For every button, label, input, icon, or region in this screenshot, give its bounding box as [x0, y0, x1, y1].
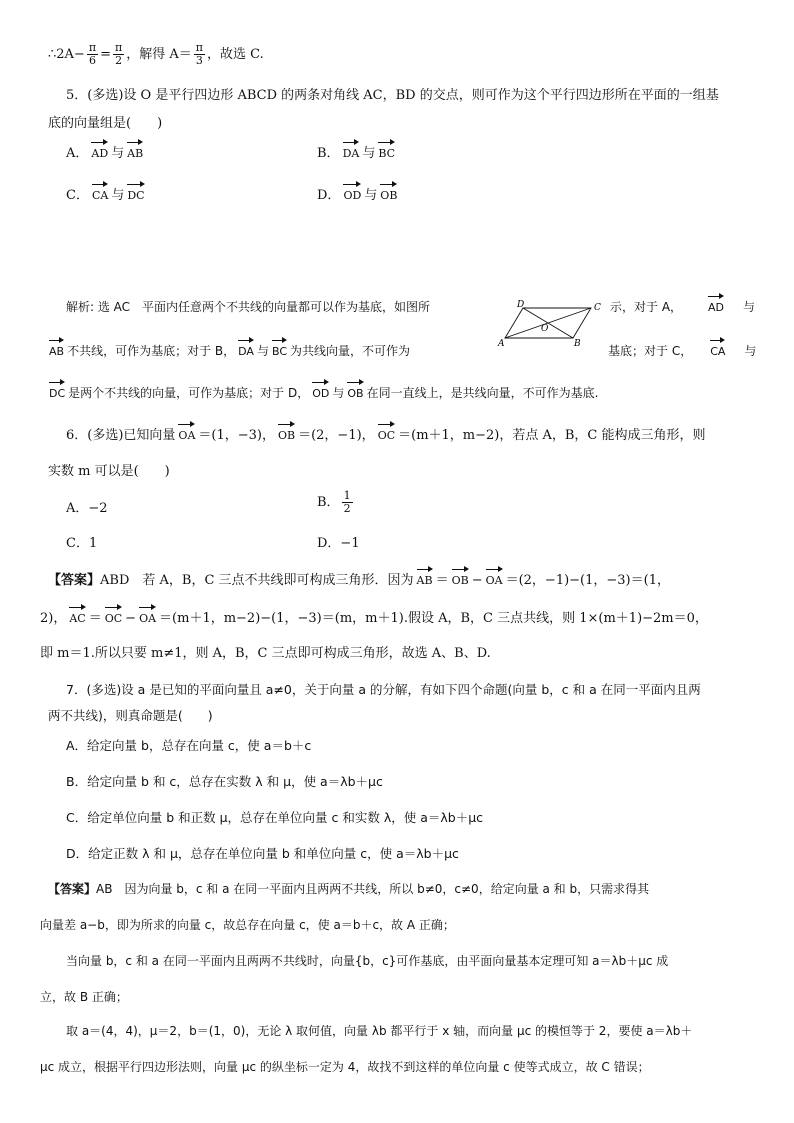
vector: AB: [49, 336, 64, 358]
q5-solution-line1-right: 示，对于 A， AD 与: [610, 292, 755, 315]
q5-stem-line2: 底的向量组是( ): [48, 116, 163, 131]
q5-solution-line2-right: 基底；对于 C， CA 与: [608, 336, 756, 359]
label-d: D: [517, 300, 525, 310]
fraction: $\frac{\pi}{2}$: [114, 41, 123, 67]
vector: OB: [452, 565, 469, 587]
parallelogram-figure: [495, 298, 605, 348]
vector: BC: [378, 138, 395, 160]
q7-answer-line6: μc 成立，根据平行四边形法则，向量 μc 的纵坐标一定为 4，故找不到这样的单位向量 c 使等式成立，故 C 错误；: [40, 1060, 650, 1074]
q6-answer-line1: 【答案】ABD 若 A，B，C 三点不共线即可构成三角形．因为 AB ＝ OB − OA ＝(2，−1)−(1，−3)＝(1，: [48, 565, 670, 588]
q7-answer-line3: 当向量 b，c 和 a 在同一平面内且两两不共线时，向量{b，c}可作基底，由平面向量基本定理可知 a＝λb＋μc 成: [66, 954, 669, 968]
q6-option-c: C．1: [66, 536, 98, 551]
q6-option-d: D．−1: [317, 536, 360, 551]
text: ∴2A−: [48, 47, 85, 62]
q6-answer-line2: 2)， AC ＝ OC − OA ＝(m＋1，m−2)−(1，−3)＝(m，m＋1).假设 A，B，C 三点共线，则 1×(m＋1)−2m＝0，: [40, 603, 708, 626]
vector: AB: [417, 565, 433, 587]
vector: AC: [69, 603, 85, 625]
q7-answer-line5: 取 a＝(4，4)，μ＝2，b＝(1，0)，无论 λ 取何值，向量 λb 都平行于 x 轴，而向量 μc 的模恒等于 2，要使 a＝λb＋: [66, 1024, 693, 1038]
q5-option-b: B． DA 与 BC: [317, 138, 398, 161]
q6-option-b: B． $\frac{1}{2}$: [317, 489, 351, 515]
q5-solution-line1-left: 解析: 选 AC 平面内任意两个不共线的向量都可以作为基底，如图所: [66, 300, 431, 314]
q5-stem-line1: 5．(多选)设 O 是平行四边形 ABCD 的两条对角线 AC，BD 的交点，则可作为这个平行四边形所在平面的一组基: [66, 88, 719, 103]
fraction: $\frac{1}{2}$: [343, 489, 351, 515]
q6-answer-line3: 即 m＝1.所以只要 m≠1，则 A，B，C 三点即可构成三角形，故选 A、B、D.: [40, 646, 491, 661]
label-b: B: [574, 339, 581, 348]
vector: OB: [347, 378, 363, 400]
q5-option-d: D． OD 与 OB: [317, 180, 400, 203]
vector: DA: [238, 336, 254, 358]
q5-option-c: C． CA 与 DC: [66, 180, 148, 203]
q7-answer-line4: 立，故 B 正确；: [40, 990, 128, 1004]
vector: AD: [708, 292, 724, 314]
answer-tag: 【答案】: [48, 573, 101, 588]
label-o: O: [541, 324, 549, 334]
vector: DA: [343, 138, 360, 160]
q5-option-a: A． AD 与 AB: [66, 138, 146, 161]
q5-solution-line3: DC 是两个不共线的向量，可作为基底；对于 D， OD 与 OB 在同一直线上，是共线向量，不可作为基底.: [46, 378, 598, 401]
q6-stem-line1: 6．(多选)已知向量 OA ＝(1，−3)， OB ＝(2，−1)， OC ＝(m＋1，m−2)，若点 A，B，C 能构成三角形，则: [66, 420, 706, 443]
vector: OA: [139, 603, 156, 625]
vector: AD: [91, 138, 108, 160]
q7-option-b: B．给定向量 b 和 c，总存在实数 λ 和 μ，使 a＝λb＋μc: [66, 774, 383, 789]
vector: OD: [343, 180, 361, 202]
q7-answer-line1: 【答案】AB 因为向量 b，c 和 a 在同一平面内且两两不共线，所以 b≠0，c≠0，给定向量 a 和 b，只需求得其: [48, 882, 650, 896]
label-a: A: [498, 339, 505, 348]
answer-tag: 【答案】: [48, 882, 97, 896]
fraction: $\frac{\pi}{3}$: [195, 41, 203, 67]
q7-option-c: C．给定单位向量 b 和正数 μ，总存在单位向量 c 和实数 λ，使 a＝λb＋μc: [66, 810, 484, 825]
vector: OC: [378, 420, 395, 442]
vector: BC: [272, 336, 287, 358]
vector: OB: [278, 420, 295, 442]
vector: AB: [127, 138, 143, 160]
vector: OA: [178, 420, 195, 442]
vector: OB: [380, 180, 397, 202]
vector: OD: [312, 378, 329, 400]
q7-stem-line1: 7．(多选)设 a 是已知的平面向量且 a≠0，关于向量 a 的分解，有如下四个命题(向量 b，c 和 a 在同一平面内且两: [66, 682, 701, 697]
q7-option-d: D．给定正数 λ 和 μ，总存在单位向量 b 和单位向量 c，使 a＝λb＋μc: [66, 846, 459, 861]
q6-option-a: A．−2: [66, 501, 108, 516]
label-c: C: [594, 303, 601, 313]
q7-answer-line2: 向量差 a−b，即为所求的向量 c，故总存在向量 c，使 a＝b＋c，故 A 正确；: [40, 918, 455, 932]
vector: CA: [710, 336, 725, 358]
q5-solution-line2-left: AB 不共线，可作为基底；对于 B， DA 与 BC 为共线向量，不可作为: [46, 336, 410, 359]
vector: CA: [92, 180, 108, 202]
vector: OC: [105, 603, 122, 625]
q4-conclusion: ∴2A− $\frac{\pi}{6}$ = $\frac{\pi}{2}$ ，解得 A＝ $\frac{\pi}{3}$ ，故选 C.: [48, 41, 264, 67]
vector: OA: [486, 565, 503, 587]
vector: DC: [49, 378, 65, 400]
q6-stem-line2: 实数 m 可以是( ): [48, 464, 170, 479]
q7-option-a: A．给定向量 b，总存在向量 c，使 a＝b＋c: [66, 738, 312, 753]
vector: DC: [127, 180, 144, 202]
fraction: $\frac{\pi}{6}$: [88, 41, 97, 67]
q7-stem-line2: 两不共线)，则真命题是( ): [48, 708, 213, 723]
